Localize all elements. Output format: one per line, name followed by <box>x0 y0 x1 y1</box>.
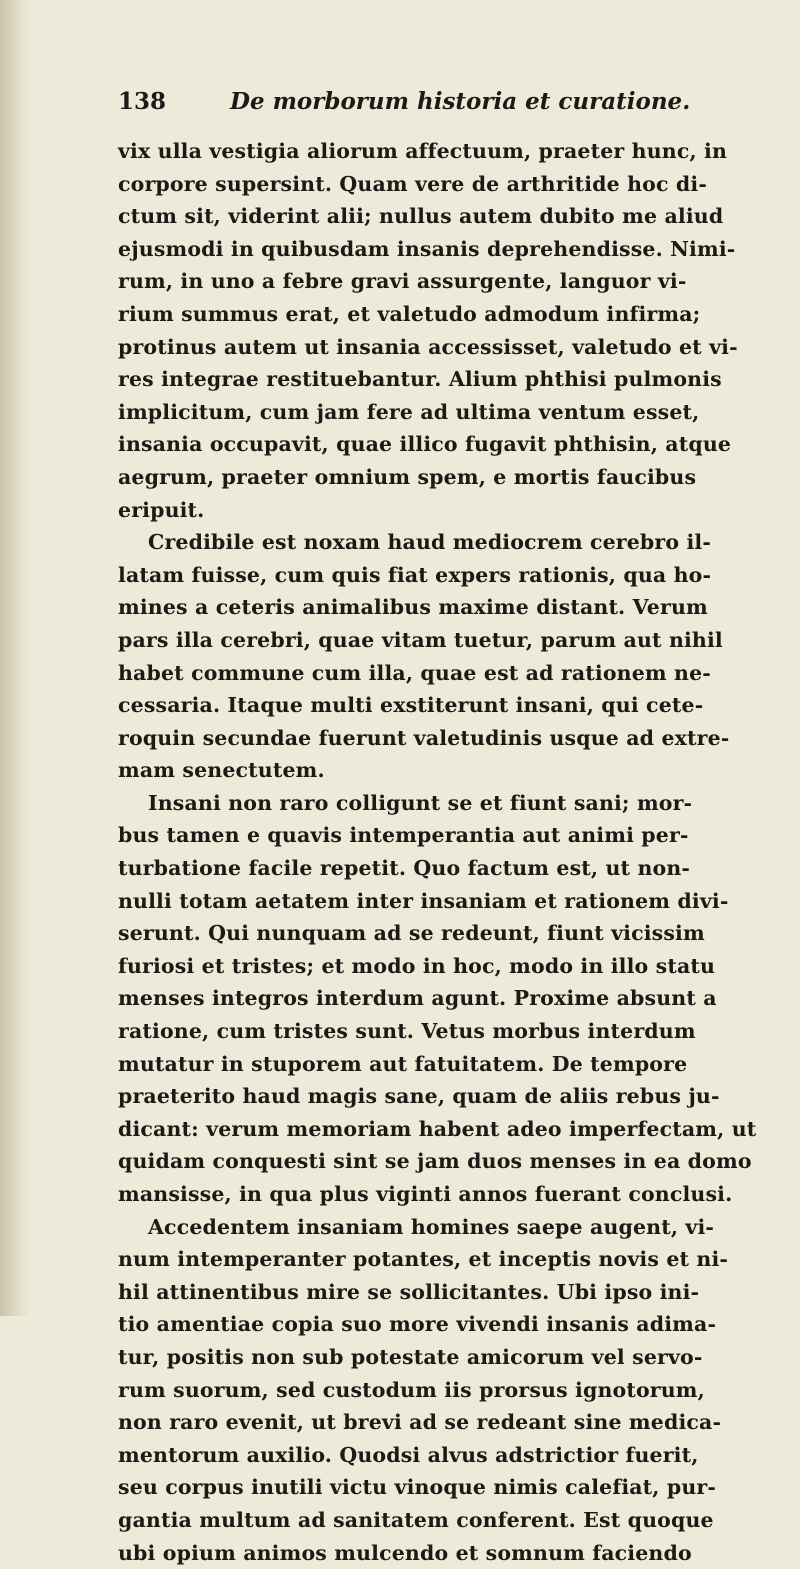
paragraph-start-line: Accedentem insaniam homines saepe augent, vi- <box>148 1214 715 1239</box>
text-line: tur, positis non sub potestate amicorum vel servo- <box>118 1344 703 1369</box>
text-line: eripuit. <box>118 497 205 522</box>
text-line: corpore supersint. Quam vere de arthritide hoc di- <box>118 171 708 196</box>
text-line: mentorum auxilio. Quodsi alvus adstrictior fuerit, <box>118 1442 699 1467</box>
text-line: dicant: verum memoriam habent adeo imperfectam, ut <box>118 1116 757 1141</box>
text-line: rium summus erat, et valetudo admodum infirma; <box>118 301 701 326</box>
text-line: res integrae restituebantur. Alium phthisi pulmonis <box>118 367 722 392</box>
page-header <box>118 88 718 124</box>
page-edge <box>0 0 30 1316</box>
text-line: cessaria. Itaque multi exstiterunt insani, qui cete- <box>118 693 704 718</box>
text-line: pars illa cerebri, quae vitam tuetur, parum aut nihil <box>118 627 723 652</box>
text-line: gantia multum ad sanitatem conferent. Est quoque <box>118 1507 714 1532</box>
page-number: 138 <box>118 88 167 115</box>
text-line: ejusmodi in quibusdam insanis deprehendisse. Nimi- <box>118 236 736 261</box>
text-line: serunt. Qui nunquam ad se redeunt, fiunt vicissim <box>118 921 705 946</box>
text-line: roquin secundae fuerunt valetudinis usque ad extre- <box>118 725 730 750</box>
text-line: praeterito haud magis sane, quam de aliis rebus ju- <box>118 1084 720 1109</box>
text-line: implicitum, cum jam fere ad ultima ventum esset, <box>118 399 700 424</box>
text-line: habet commune cum illa, quae est ad rationem ne- <box>118 660 711 685</box>
text-line: aegrum, praeter omnium spem, e mortis faucibus <box>118 464 697 489</box>
text-line: tio amentiae copia suo more vivendi insanis adima- <box>118 1312 717 1337</box>
text-line: hil attinentibus mire se sollicitantes. Ubi ipso ini- <box>118 1279 700 1304</box>
text-line: bus tamen e quavis intemperantia aut animi per- <box>118 823 689 848</box>
body-text <box>118 135 757 1569</box>
paragraph-start-line: Insani non raro colligunt se et fiunt sani; mor- <box>148 790 693 815</box>
text-line: menses integros interdum agunt. Proxime absunt a <box>118 986 717 1011</box>
text-line: seu corpus inutili victu vinoque nimis calefiat, pur- <box>118 1475 717 1500</box>
text-line: ubi opium animos mulcendo et somnum faciendo <box>118 1540 692 1565</box>
text-line: rum, in uno a febre gravi assurgente, languor vi- <box>118 269 687 294</box>
paragraph-start-line: Credibile est noxam haud mediocrem cerebro il- <box>148 530 712 555</box>
text-line: num intemperanter potantes, et inceptis novis et ni- <box>118 1247 729 1272</box>
text-line: vix ulla vestigia aliorum affectuum, praeter hunc, in <box>118 139 728 163</box>
text-line: mansisse, in qua plus viginti annos fuerant conclusi. <box>118 1182 733 1206</box>
text-line: mam senectutem. <box>118 758 325 783</box>
text-line: turbatione facile repetit. Quo factum est, ut non- <box>118 856 691 881</box>
text-line: mutatur in stuporem aut fatuitatem. De tempore <box>118 1051 688 1076</box>
text-line: non raro evenit, ut brevi ad se redeant sine medica- <box>118 1410 722 1435</box>
text-line: rum suorum, sed custodum iis prorsus ignotorum, <box>118 1377 705 1402</box>
text-line: insania occupavit, quae illico fugavit phthisin, atque <box>118 432 732 457</box>
text-line: mines a ceteris animalibus maxime distant. Verum <box>118 595 708 620</box>
running-title: De morborum historia et curatione. <box>230 88 691 115</box>
text-line: ctum sit, viderint alii; nullus autem dubito me aliud <box>118 204 724 229</box>
text-line: protinus autem ut insania accessisset, valetudo et vi- <box>118 334 738 359</box>
text-line: nulli totam aetatem inter insaniam et rationem divi- <box>118 888 729 913</box>
text-line: furiosi et tristes; et modo in hoc, modo in illo statu <box>118 953 716 978</box>
text-line: latam fuisse, cum quis fiat expers rationis, qua ho- <box>118 562 712 587</box>
text-line: quidam conquesti sint se jam duos menses in ea domo <box>118 1149 752 1174</box>
text-line: ratione, cum tristes sunt. Vetus morbus interdum <box>118 1019 696 1044</box>
